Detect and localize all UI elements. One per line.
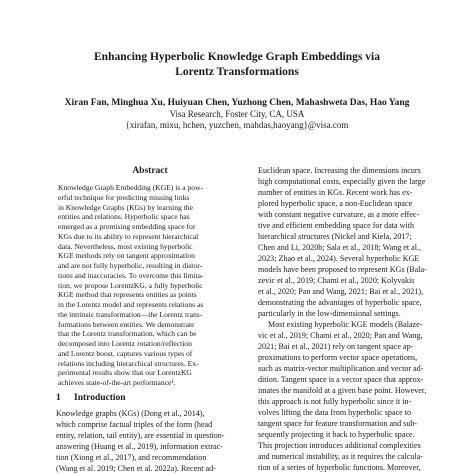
title-line-2: Lorentz Transformations: [175, 66, 299, 78]
body-line: and numerical instability, as it requires the calcula-: [258, 452, 423, 461]
intro-line: answering (Huang et al., 2019), information extrac-: [56, 442, 223, 451]
body-line: Chen and Li, 2020b; Sala et al., 2018; Wang et al.,: [258, 243, 422, 252]
abstract-line: tions and inaccuracies. To overcome this limita-: [58, 270, 204, 280]
body-line: tion of a series of hyperbolic functions. Moreover,: [258, 463, 421, 472]
body-line: sequently projecting it back to hyperbolic space.: [258, 430, 415, 439]
body-line: volves lifting the data from hyperbolic space to: [258, 408, 412, 417]
body-line: tangent space for feature transformation and sub-: [258, 419, 418, 428]
abstract-line: tion, we propose LorentzKG, a fully hyperbolic: [58, 280, 203, 290]
author-emails: {xirafan, mixu, hchen, yuzchen, mahdas,haoyang}@visa.com: [125, 120, 349, 130]
abstract-line: formations between entities. We demonstrate: [58, 319, 195, 329]
body-line: This projection introduces additional complexities: [258, 441, 421, 450]
body-line: such as matrix-vector multiplication and vector ad-: [258, 364, 424, 373]
body-line: with constant negative curvature, as a more effec-: [258, 210, 420, 219]
intro-line: Knowledge graphs (KGs) (Dong et al., 2014),: [56, 409, 205, 418]
abstract-line: KGE method that represents entities as points: [58, 290, 197, 300]
section-heading: [56, 393, 126, 403]
abstract-line: erful technique for predicting missing links: [58, 192, 190, 202]
title-line-1: Enhancing Hyperbolic Knowledge Graph Embeddings via: [94, 51, 380, 63]
abstract-line: relations including hierarchical structures. Ex-: [58, 358, 199, 368]
affiliation: Visa Research, Foster City, CA, USA: [169, 109, 305, 119]
body-line: Most existing hyperbolic KGE models (Balaze-: [268, 320, 423, 329]
body-line: vic et al., 2019; Chami et al., 2020; Pan and Wang,: [258, 331, 423, 340]
section-title: Introduction: [74, 393, 126, 403]
abstract-line: KGs due to its ability to represent hierarchical: [58, 231, 199, 241]
body-line: 2023; Zhao et al., 2024). Several hyperbolic KGE: [258, 254, 420, 263]
abstract-line: in Knowledge Graphs (KGs) by learning the: [58, 202, 193, 212]
body-line: proximations to perform vector space operations,: [258, 353, 418, 362]
abstract-heading: Abstract: [132, 166, 168, 176]
body-line: dition. Tangent space is a vector space that approx-: [258, 375, 424, 384]
body-line: imates the manifold at a given base point. However,: [258, 386, 427, 395]
abstract-line: and are not fully hyperbolic, resulting in distor-: [58, 261, 203, 270]
body-line: number of entities in KGs. Recent work has ex-: [258, 188, 413, 197]
paper-title: [0, 50, 474, 80]
abstract-line: decomposed into Lorentz rotation/reflection: [58, 339, 192, 348]
abstract-line: the intrinsic transformation—the Lorentz trans-: [58, 309, 203, 319]
abstract-line: achieves state-of-the-art performance¹.: [58, 378, 176, 387]
body-line: et al., 2020; Pan and Wang, 2021; Bai et al., 2021),: [258, 287, 424, 296]
abstract-line: data. Nevertheless, most existing hyperbolic: [58, 241, 193, 251]
body-line: tive and efficient embedding space for data with: [258, 221, 415, 230]
right-column-body: [258, 165, 474, 473]
abstract-line: and Lorentz boost, captures various types of: [58, 348, 193, 358]
body-line: particularly in the low-dimensional settings.: [258, 309, 401, 318]
intro-line: tion (Xiong et al., 2017), and recommendation: [56, 453, 207, 462]
abstract-line: entities and relations. Hyperbolic space has: [58, 212, 190, 222]
body-line: zevic et al., 2019; Chami et al., 2020; Kolyvakis: [258, 276, 415, 285]
body-line: models have been proposed to represent KGs (Bala-: [258, 265, 427, 274]
abstract-line: KGE methods rely on tangent approximation: [58, 251, 195, 261]
intro-line: entity, relation, tail entity), are essential in question-: [56, 431, 225, 440]
body-line: hierarchical structures (Nickel and Kiela, 2017;: [258, 232, 412, 241]
intro-line: (Wang et al. 2019; Chen et al. 2022a). Recent ad-: [56, 464, 216, 473]
abstract-line: perimental results show that our LorentzKG: [58, 368, 192, 378]
abstract-line: in the Lorentz model and represents relations as: [58, 300, 204, 309]
abstract-body: [58, 183, 244, 388]
abstract-line: that the Lorentz transformation, which can be: [58, 329, 197, 339]
abstract-line: emerged as a promising embedding space for: [58, 222, 196, 231]
body-line: 2021; Bai et al., 2021) rely on tangent space ap-: [258, 342, 414, 351]
body-line: plored hyperbolic space, a non-Euclidean space: [258, 199, 413, 208]
body-line: Euclidean space. Increasing the dimensions incurs: [258, 166, 421, 175]
body-line: this approach is not fully hyperbolic since it in-: [258, 397, 412, 406]
body-line: high computational costs, especially given the large: [258, 177, 426, 186]
author-list: Xiran Fan, Minghua Xu, Huiyuan Chen, Yuzhong Chen, Mahashweta Das, Hao Yang: [64, 98, 410, 108]
abstract-line: Knowledge Graph Embedding (KGE) is a pow-: [58, 183, 204, 192]
section-number: 1: [56, 393, 61, 403]
introduction-body: [56, 408, 246, 474]
body-line: demonstrating the advantages of hyperbolic space,: [258, 298, 422, 307]
intro-line: which comprise factual triples of the form (head: [56, 420, 213, 429]
